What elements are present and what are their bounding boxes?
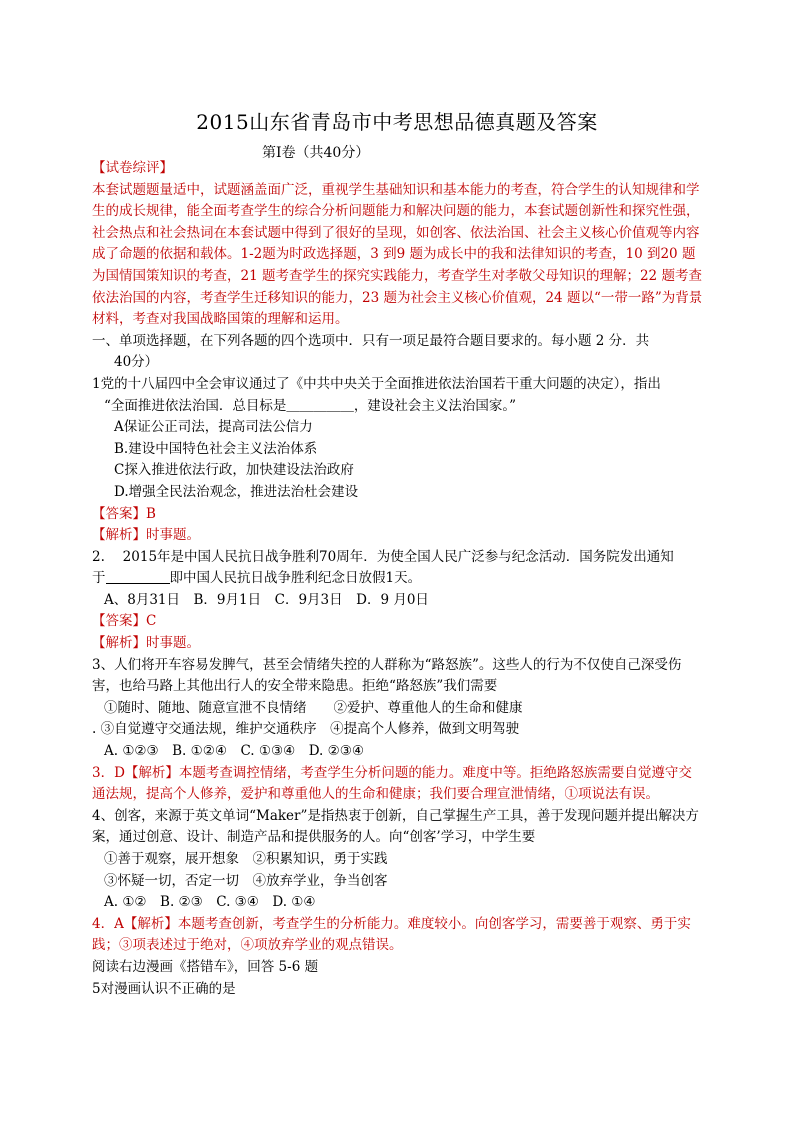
question-1-answer: 【答案】B [92,505,156,522]
question-2-prefix: 于 [92,570,106,587]
question-2-answer: 【答案】C [92,613,157,630]
question-3-stem: 3、人们将开车容易发脾气，甚至会情绪失控的人群称为“路怒族”。这些人的行为不仅使自己深受伤害，也给马路上其他出行人的安全带来隐患。拒绝“路怒族”我们需要 [92,656,682,695]
question-3-statements-1: ①随时、随地、随意宣泄不良情绪 ②爱护、尊重他人的生命和健康 [104,699,523,716]
question-2-stem: 2. 2015年是中国人民抗日战争胜利70周年．为使全国人民广泛参与纪念活动．国务院发出通知 [92,548,674,565]
question-1-option-a: A保证公正司法，提高司法公信力 [114,419,313,436]
answer-blank [106,569,170,584]
question-4-stem: 4、创客，来源于英文单词“Maker”是指热衷于创新，自己掌握生产工具，善于发现问题并提出解决方案，通过创意、设计、制造产品和提供服务的人。向“创客’学习，中学生要 [92,807,699,846]
question-3-statements-2: . ③自觉遵守交通法规，维护交通秩序 ④提高个人修养，做到文明驾驶 [92,721,520,738]
question-4-statements-2: ③怀疑一切，否定一切 ④放弃学业，争当创客 [104,872,388,889]
question-1-option-b: B.建设中国特色社会主义法治体系 [114,440,318,457]
question-4-answer: 4．A【解析】本题考查创新，考查学生的分析能力。难度较小。向创客学习，需要善于观察、勇于实践；③项表述过于绝对，④项放弃学业的观点错误。 [92,915,691,954]
question-4-statements-1: ①善于观察，展开想象 ②积累知识，勇于实践 [104,851,388,867]
question-2-stem-cont [92,568,704,590]
question-2-options: A、8月31日 B．9月1日 C．9月3日 D．9 月0日 [104,591,429,608]
question-1-option-c: C探入推进依法行政，加快建设法治政府 [114,462,354,479]
question-2-analysis: 【解析】时事题。 [92,635,200,652]
section-heading-cont: 40分） [114,354,159,371]
question-1-option-d: D.增强全民法治观念，推进法治杜会建设 [114,483,359,500]
question-3-options: A. ①②③ B. ①②④ C. ①③④ D. ②③④ [104,743,364,760]
question-4-options: A. ①② B. ②③ C. ③④ D. ①④ [104,894,316,911]
review-label: 【试卷综评】 [92,160,173,176]
question-2-suffix: 即中国人民抗日战争胜利纪念日放假1天。 [169,570,422,587]
paper-section-subtitle: 第Ⅰ卷（共40分） [262,145,370,161]
section-heading: 一、单项选择题，在下列各题的四个选项中．只有一项足最符合题目要求的。每小题 2 分．共 [92,332,650,349]
question-5-stem: 5对漫画认识不正确的是 [92,980,236,997]
question-1-stem-cont: “全面推进依法治国．总目标是＿＿＿＿＿，建设社会主义法治国家。” [104,397,517,414]
question-3-answer: 3．D【解析】本题考查调控情绪，考查学生分析问题的能力。难度中等。拒绝路怒族需要自觉遵守交通法规，提高个人修养，爱护和尊重他人的生命和健康；我们要合理宣泄情绪，①项说法有误。 [92,764,692,803]
question-1-analysis: 【解析】时事题。 [92,527,200,544]
question-1-stem: 1党的十八届四中全会审议通过了《中共中央关于全面推进依法治国若干重大问题的决定），指出 [92,375,661,392]
document-body [92,158,704,1000]
review-text: 本套试题题量适中，试题涵盖面广泛，重视学生基础知识和基本能力的考查，符合学生的认知规律和学生的成长规律，能全面考查学生的综合分析问题能力和解决问题的能力，本套试题创新性和探究性强，社会热点和社会热词在本套试题中得到了很好的呈现，如创客、依法治国、社会主义核心价值观等内容成了命题的依据和载体。1-2题为时政选择题，3 到9 题为成长中的我和法律知识的考查，10 到20 题为国情国策知识的考查，21 题考查学生的探究实践能力，考查学生对孝敬父母知识的理解；22 题考查依法治国的内容，考查学生迁移知识的能力，23 题为社会主义核心价值观，24 题以“一带一路”为背景材料，考查对我国战略国策的理解和运用。 [92,181,703,328]
reading-instruction: 阅读右边漫画《搭错车》，回答 5-6 题 [92,958,319,975]
document-title: 2015山东省青岛市中考思想品德真题及答案 [196,110,598,134]
